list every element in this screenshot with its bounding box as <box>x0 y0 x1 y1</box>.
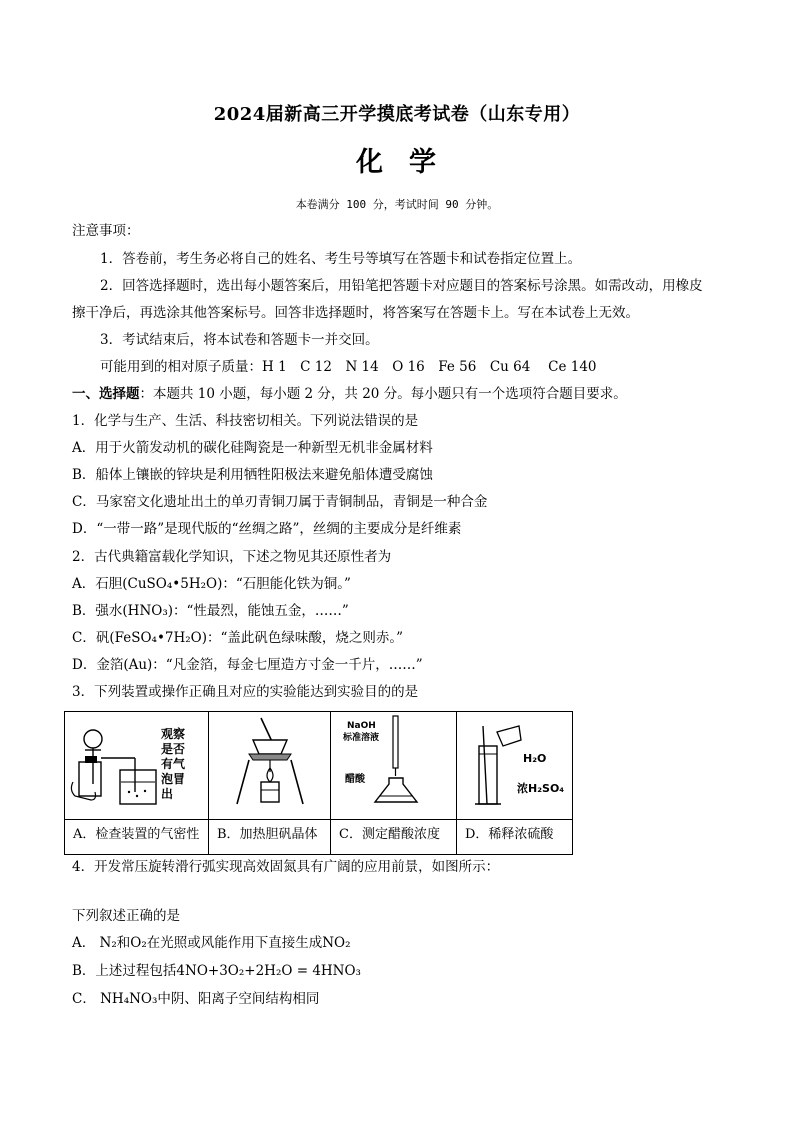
q1-option-a: A．用于火箭发动机的碳化硅陶瓷是一种新型无机非金属材料 <box>72 440 433 456</box>
score-note: 本卷满分 100 分，考试时间 90 分钟。 <box>295 198 499 211</box>
q3-cell-b <box>209 712 331 854</box>
label-standard-solution: 标准溶液 <box>343 733 380 743</box>
atomic-mass-line: 可能用到的相对原子质量：H 1 C 12 N 14 O 16 Fe 56 Cu 64 Ce 140 <box>100 359 597 375</box>
q3-apparatus-table <box>64 711 573 855</box>
notice-item-1: 1．答卷前，考生务必将自己的姓名、考生号等填写在答题卡和试卷指定位置上。 <box>100 251 582 267</box>
notice-item-3: 3．考试结束后，将本试卷和答题卡一并交回。 <box>100 332 379 348</box>
q4-option-b: B．上述过程包括4NO+3O₂+2H₂O = 4HNO₃ <box>72 963 361 979</box>
heating-crucible-figure <box>209 712 331 819</box>
q1-option-d: D．“一带一路”是现代版的“丝绸之路”，丝绸的主要成分是纤维素 <box>72 521 462 537</box>
q3-cell-a <box>65 712 209 854</box>
q2-option-c: C．矾(FeSO₄•7H₂O)：“盖此矾色绿味酸，烧之则赤。” <box>72 630 404 646</box>
q4-prompt: 下列叙述正确的是 <box>72 908 180 924</box>
q2-option-b: B．强水(HNO₃)：“性最烈，能蚀五金，……” <box>72 603 349 619</box>
q1-stem: 1．化学与生产、生活、科技密切相关。下列说法错误的是 <box>72 413 419 429</box>
q4-option-c: C． NH₄NO₃中阴、阳离子空间结构相同 <box>72 991 320 1007</box>
q3-cell-d <box>457 712 572 854</box>
airtightness-apparatus-figure <box>65 712 209 819</box>
q1-option-c: C．马家窑文化遗址出土的单刃青铜刀属于青铜制品，青铜是一种合金 <box>72 494 488 510</box>
q3-caption-b: B．加热胆矾晶体 <box>217 827 318 842</box>
label-have-gas: 有气 <box>161 757 186 771</box>
q1-option-b: B．船体上镶嵌的锌块是利用牺牲阳极法来避免船体遭受腐蚀 <box>72 467 433 483</box>
titration-figure <box>331 712 457 819</box>
dilution-figure <box>457 712 572 819</box>
notice-item-2: 2．回答选择题时，选出每小题答案后，用铅笔把答题卡对应题目的答案标号涂黑。如需改动，用橡皮 <box>100 278 703 294</box>
label-observe: 观察 <box>161 727 186 741</box>
q2-option-d: D．金箔(Au)：“凡金箔，每金七厘造方寸金一千片，……” <box>72 657 423 673</box>
subject-title: 化学 <box>356 147 462 178</box>
label-bubble: 泡冒 <box>161 772 186 786</box>
section-heading <box>72 385 627 403</box>
q3-stem: 3．下列装置或操作正确且对应的实验能达到实验目的的是 <box>72 684 419 700</box>
label-conc-sulfuric: 浓H₂SO₄ <box>517 782 565 795</box>
label-acetic-acid: 醋酸 <box>345 774 365 785</box>
q4-stem: 4．开发常压旋转滑行弧实现高效固氮具有广阔的应用前景，如图所示： <box>72 859 500 875</box>
q3-caption-a: A．检查装置的气密性 <box>73 827 200 842</box>
q3-caption-c: C．测定醋酸浓度 <box>339 827 440 842</box>
label-naoh: NaOH <box>347 721 376 731</box>
q3-cell-c <box>331 712 457 854</box>
q4-option-a: A． N₂和O₂在光照或风能作用下直接生成NO₂ <box>72 935 351 951</box>
section-heading-text: ：本题共 10 小题，每小题 2 分，共 20 分。每小题只有一个选项符合题目要求。 <box>139 386 627 402</box>
label-whether: 是否 <box>161 742 186 756</box>
label-water: H₂O <box>523 752 547 765</box>
label-out: 出 <box>161 787 174 801</box>
q2-stem: 2．古代典籍富载化学知识，下述之物见其还原性者为 <box>72 549 392 565</box>
section-heading-label: 一、选择题 <box>72 386 140 402</box>
q2-option-a: A．石胆(CuSO₄•5H₂O)：“石胆能化铁为铜。” <box>72 576 351 592</box>
q3-caption-d: D．稀释浓硫酸 <box>465 827 554 842</box>
notice-item-2-cont: 擦干净后，再选涂其他答案标号。回答非选择题时，将答案写在答题卡上。写在本试卷上无效。 <box>72 305 639 321</box>
notice-heading: 注意事项： <box>72 223 140 239</box>
exam-title: 2024届新高三开学摸底考试卷（山东专用） <box>213 104 581 125</box>
